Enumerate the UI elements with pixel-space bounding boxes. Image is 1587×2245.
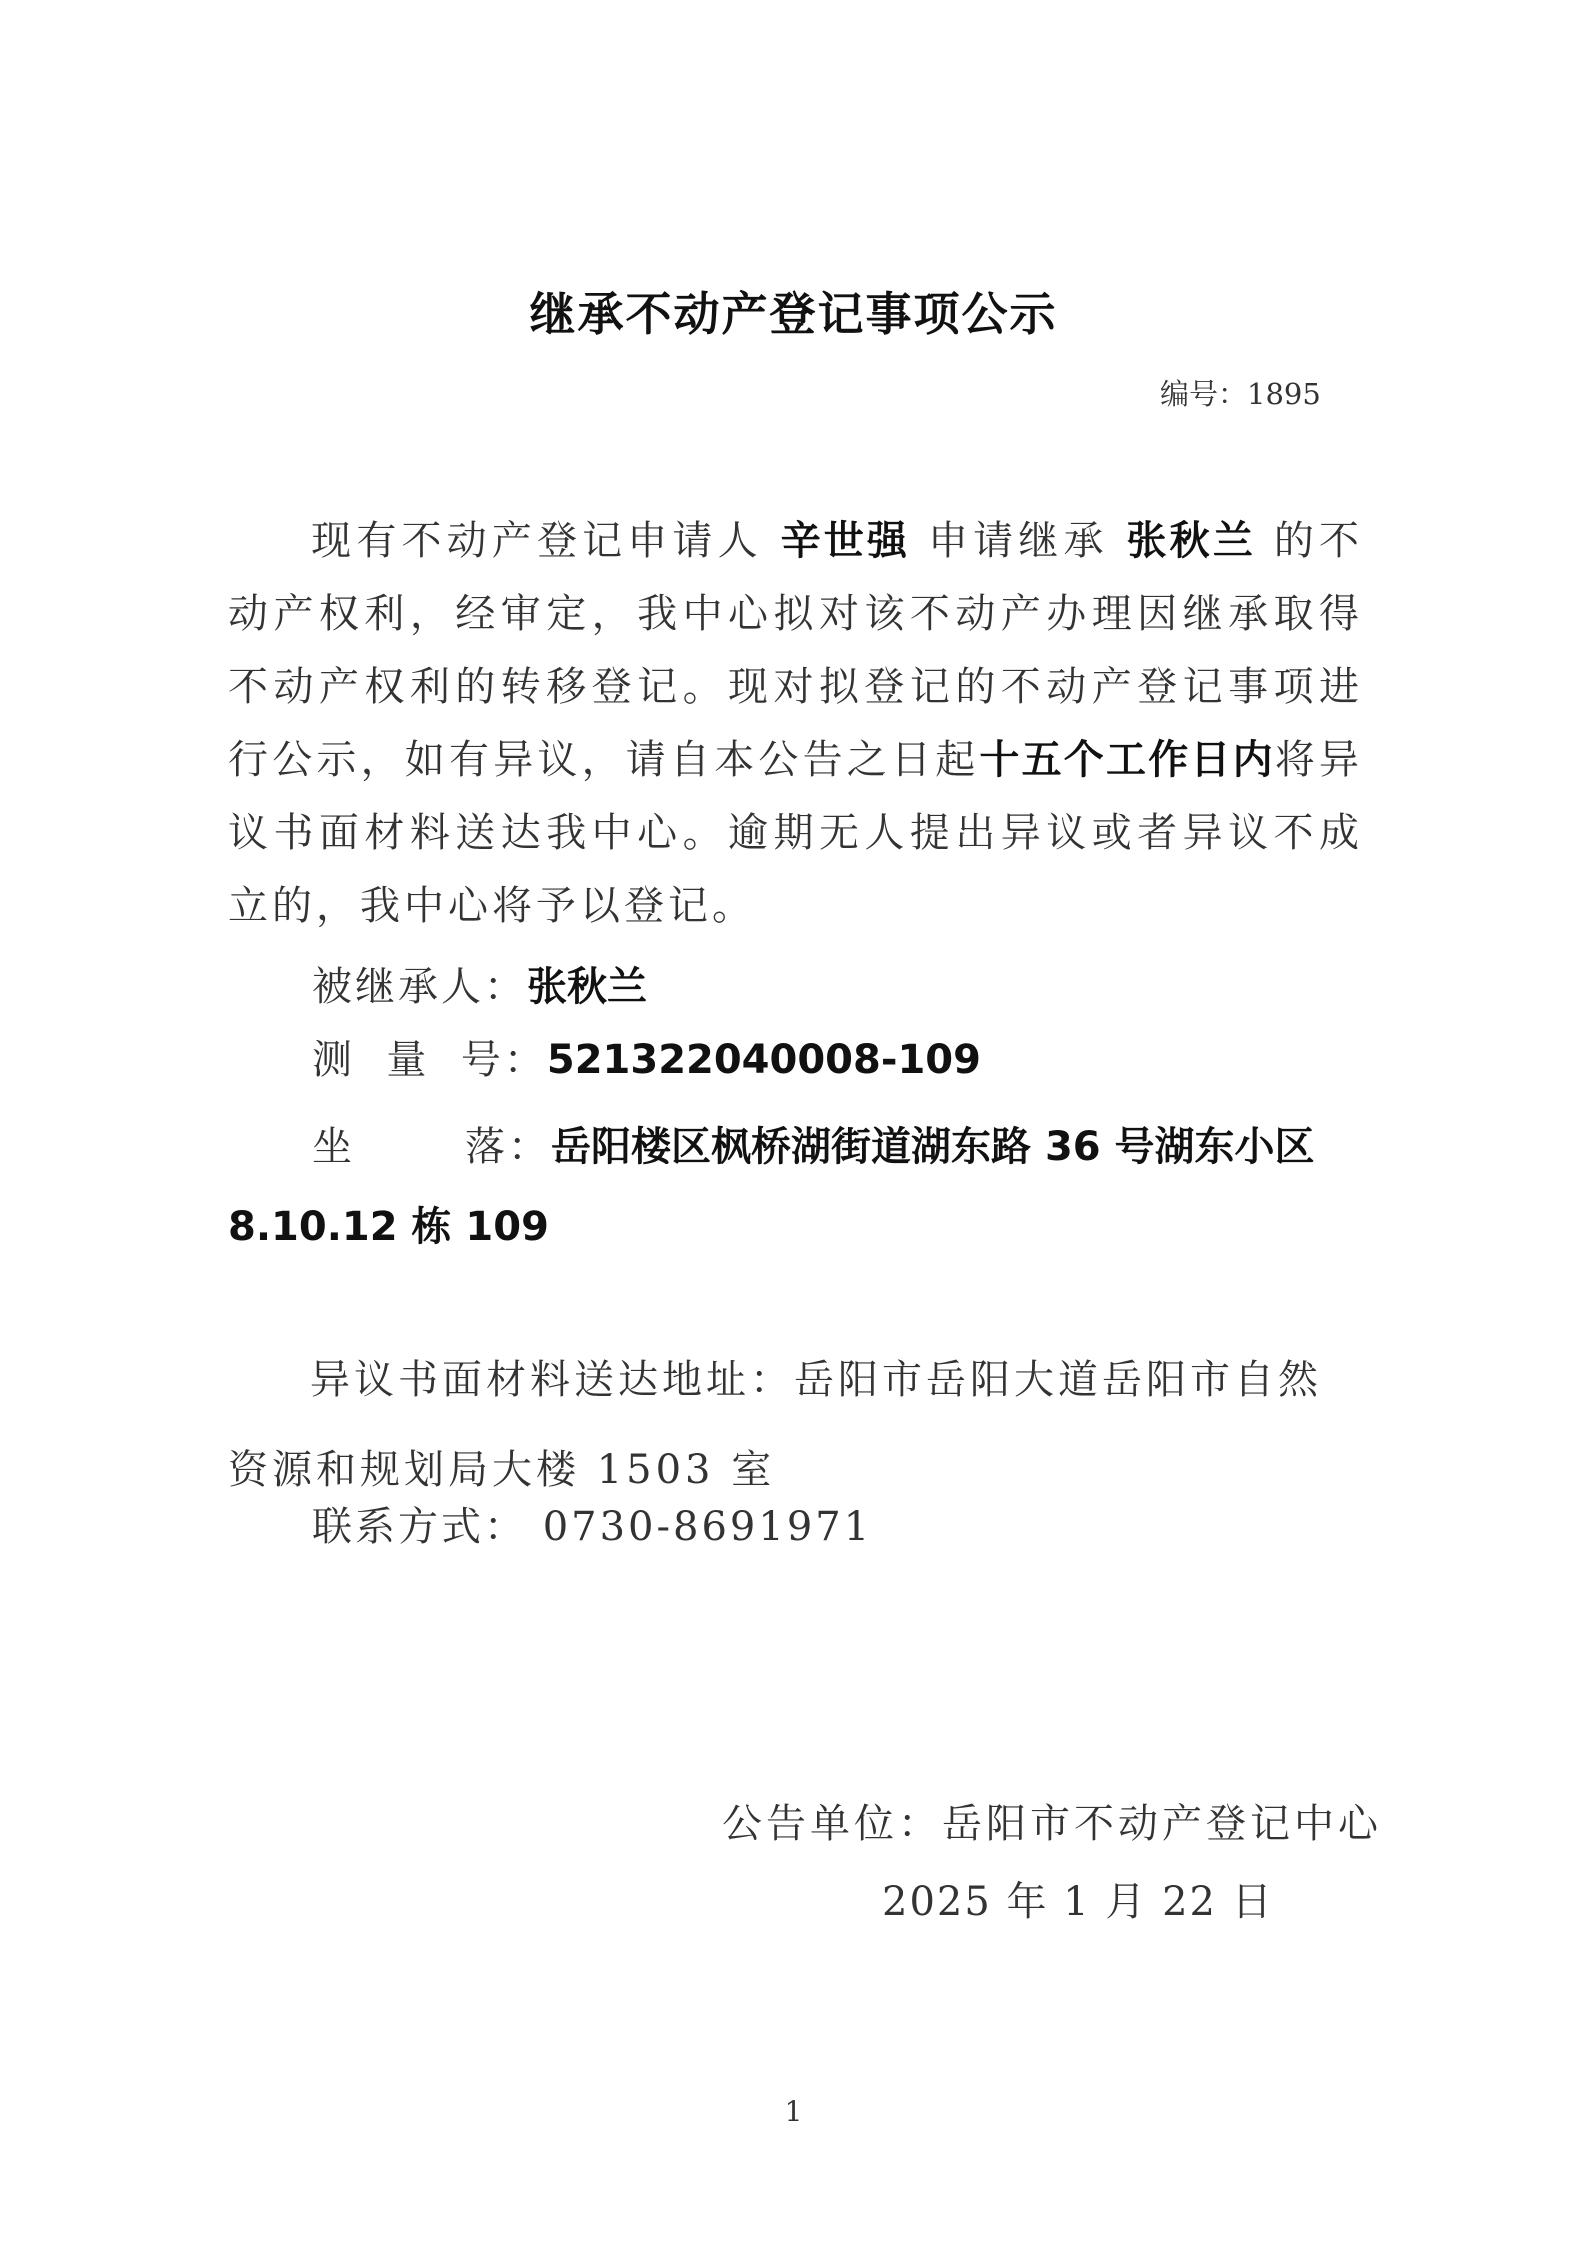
applicant-name: 辛世强 [780,518,911,564]
intro-text-2: 申请继承 [927,518,1109,564]
field-location-value: 岳阳楼区枫桥湖街道湖东路 36 号湖东小区 [551,1124,1315,1170]
announcement-date: 2025 年 1 月 22 日 [882,1879,1274,1925]
intro-paragraph [228,505,1363,943]
field-survey-number [312,1028,981,1085]
field-location-value-line2: 8.10.12 栋 109 [228,1204,549,1250]
objection-address-text: 异议书面材料送达地址：岳阳市岳阳大道岳阳市自然资源和规划局大楼 1503 室 [228,1357,1322,1493]
field-location-label: 坐 落： [312,1124,552,1170]
intro-text-1: 现有不动产登记申请人 [310,518,763,564]
field-survey-value: 521322040008-109 [546,1037,981,1083]
field-location [312,1115,1315,1172]
field-decedent [312,955,647,1012]
intro-text-3: 的不动产权利，经审定，我中心拟对该不动产办理因继承取得不动产权利的转移登记。现对拟登记的不动产登记事项进行公示，如有异议，请自本公告之日起 [228,518,1364,783]
field-decedent-value: 张秋兰 [527,964,647,1010]
document-title: 继承不动产登记事项公示 [529,287,1058,341]
page-number: 1 [784,2095,803,2128]
objection-address-paragraph [228,1335,1363,1515]
document-number: 编号：1895 [1160,377,1321,411]
contact-info: 联系方式： 0730-8691971 [312,1504,873,1550]
objection-deadline: 十五个工作日内 [979,737,1275,783]
intro-text-4: 将异议书面材料送达我中心。逾期无人提出异议或者异议不成立的，我中心将予以登记。 [228,737,1364,929]
decedent-name: 张秋兰 [1126,518,1256,564]
announcing-organization: 公告单位：岳阳市不动产登记中心 [722,1801,1382,1847]
field-decedent-label: 被继承人： [312,964,527,1010]
field-survey-label: 测 量 号： [312,1037,547,1083]
